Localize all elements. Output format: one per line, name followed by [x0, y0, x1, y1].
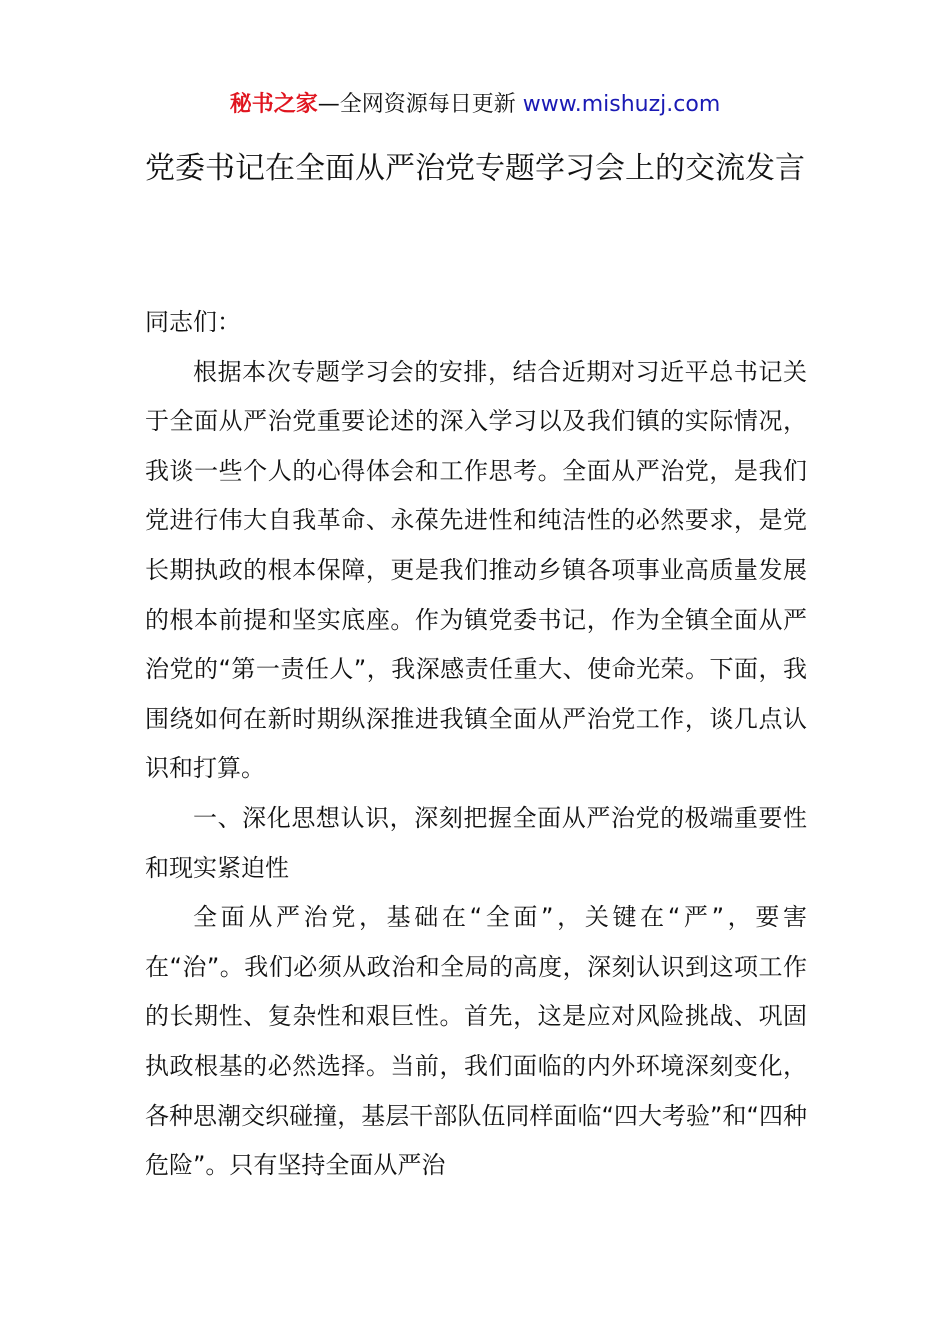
site-header [0, 88, 950, 122]
header-tagline: —全网资源每日更新 [317, 92, 523, 117]
paragraph-section-1: 全面从严治党，基础在“全面”，关键在“严”，要害在“治”。我们必须从政治和全局的高度，深刻认识到这项工作的长期性、复杂性和艰巨性。首先，这是应对风险挑战、巩固执政根基的必然选择。当前，我们面临的内外环境深刻变化，各种思潮交织碰撞，基层干部队伍同样面临“四大考验”和“四种危险”。只有坚持全面从严治 [145, 903, 807, 1180]
document-title: 党委书记在全面从严治党专题学习会上的交流发言 [145, 151, 805, 186]
paragraph-intro: 根据本次专题学习会的安排，结合近期对习近平总书记关于全面从严治党重要论述的深入学习以及我们镇的实际情况，我谈一些个人的心得体会和工作思考。全面从严治党，是我们党进行伟大自我革命、永葆先进性和纯洁性的必然要求，是党长期执政的根本保障，更是我们推动乡镇各项事业高质量发展的根本前提和坚实底座。作为镇党委书记，作为全镇全面从严治党的“第一责任人”，我深感责任重大、使命光荣。下面，我围绕如何在新时期纵深推进我镇全面从严治党工作，谈几点认识和打算。 [145, 357, 807, 783]
section-heading-1: 一、深化思想认识，深刻把握全面从严治党的极端重要性和现实紧迫性 [145, 803, 807, 882]
brand-name: 秘书之家 [229, 92, 318, 117]
salutation: 同志们： [145, 308, 241, 336]
document-body [145, 298, 807, 1191]
site-url-link[interactable]: www.mishuzj.com [522, 92, 721, 117]
